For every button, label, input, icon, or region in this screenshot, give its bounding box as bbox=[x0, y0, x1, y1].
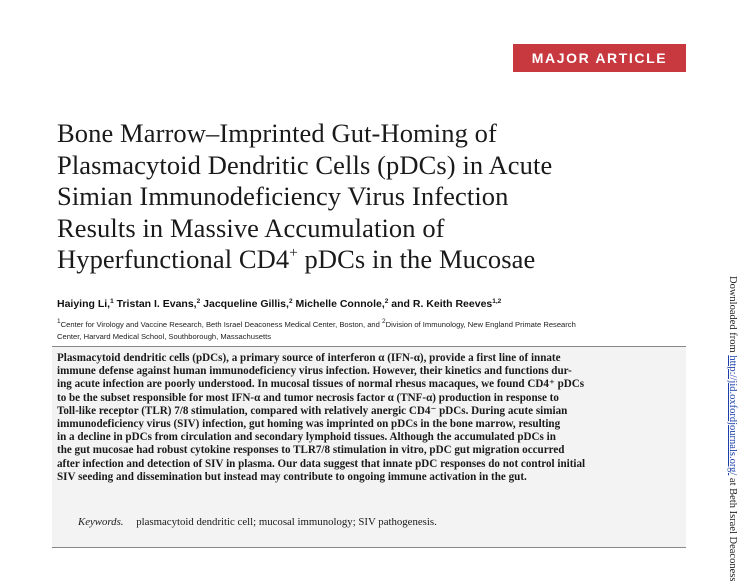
title-superscript: + bbox=[289, 245, 298, 261]
affiliation-line: Center, Harvard Medical School, Southborough, Massachusetts bbox=[57, 332, 272, 341]
abstract-line: Toll-like receptor (TLR) 7/8 stimulation, compared with relatively anergic CD4⁻ pDCs. During acute simian bbox=[57, 404, 568, 417]
download-watermark-text bbox=[727, 276, 738, 581]
author-list bbox=[57, 298, 697, 310]
abstract-line: ing acute infection are poorly understood. In mucosal tissues of normal rhesus macaques, we found CD4⁺ pDCs bbox=[57, 378, 585, 391]
article-type-label: MAJOR ARTICLE bbox=[531, 50, 668, 66]
author-name: Michelle Connole, bbox=[295, 298, 385, 310]
affiliation-text: Center for Virology and Vaccine Research, Beth Israel Deaconess Medical Center, Boston, and bbox=[60, 320, 382, 329]
title-line: Simian Immunodeficiency Virus Infection bbox=[57, 181, 509, 211]
author-affiliation-mark: 1 bbox=[110, 298, 114, 305]
download-prefix: Downloaded from bbox=[727, 276, 738, 356]
abstract bbox=[57, 352, 682, 484]
keywords-label: Keywords. bbox=[78, 516, 124, 528]
author-affiliation-mark: 1,2 bbox=[492, 298, 502, 305]
title-line: Results in Massive Accumulation of bbox=[57, 212, 445, 243]
article-type-badge bbox=[513, 44, 686, 72]
keywords-text: plasmacytoid dendritic cell; mucosal immunology; SIV pathogenesis. bbox=[136, 516, 437, 528]
affiliation-mark: 2 bbox=[382, 318, 386, 325]
download-watermark bbox=[724, 276, 740, 581]
abstract-line: SIV seeding and dissemination but instead may contribute to ongoing immune activation in the gut. bbox=[57, 470, 527, 483]
article-title bbox=[57, 118, 657, 276]
affiliation-line bbox=[57, 319, 657, 331]
author-affiliation-mark: 2 bbox=[384, 298, 389, 305]
abstract-line: in a decline in pDCs from circulation and secondary lymphoid tissues. Although the accumulated pDCs in bbox=[57, 431, 556, 444]
title-line-tail: pDCs in the Mucosae bbox=[297, 244, 536, 274]
abstract-line: Plasmacytoid dendritic cells (pDCs), a primary source of interferon α (IFN-α), provide a first line of innate bbox=[57, 352, 561, 364]
keywords bbox=[78, 516, 678, 528]
affiliation-mark: 1 bbox=[57, 318, 61, 325]
title-line: Plasmacytoid Dendritic Cells (pDCs) in Acute bbox=[57, 149, 553, 180]
author-name: Jacqueline Gillis, bbox=[203, 298, 289, 310]
title-line bbox=[57, 244, 657, 276]
author-name: and R. Keith Reeves bbox=[391, 298, 493, 310]
author-affiliation-mark: 2 bbox=[196, 298, 201, 305]
author-affiliation-mark: 2 bbox=[288, 298, 293, 305]
author-name: Haiying Li, bbox=[57, 298, 111, 310]
abstract-line: the gut mucosae had robust cytokine responses to TLR7/8 stimulation in vitro, pDC gut migration occurred bbox=[57, 444, 565, 457]
abstract-line: to be the subset responsible for most IFN-α and tumor necrosis factor α (TNF-α) production in response to bbox=[57, 391, 559, 404]
affiliation-text: Division of Immunology, New England Primate Research bbox=[385, 320, 576, 329]
title-line: Bone Marrow–Imprinted Gut-Homing of bbox=[57, 118, 497, 148]
abstract-line: immunodeficiency virus (SIV) infection, gut homing was imprinted on pDCs in the bone marrow, resulting bbox=[57, 418, 561, 431]
download-suffix: at Beth Israel Deaconess bbox=[727, 475, 738, 581]
abstract-line: immune defense against human immunodeficiency virus infection. However, their kinetics and functions dur- bbox=[57, 365, 572, 378]
title-line-text: Hyperfunctional CD4 bbox=[57, 244, 290, 274]
affiliations bbox=[57, 319, 657, 343]
abstract-line: after infection and detection of SIV in plasma. Our data suggest that innate pDC responses do not control initial bbox=[57, 457, 586, 470]
journal-link[interactable]: http://jid.oxfordjournals.org/ bbox=[727, 355, 738, 476]
author-name: Tristan I. Evans, bbox=[116, 298, 197, 310]
